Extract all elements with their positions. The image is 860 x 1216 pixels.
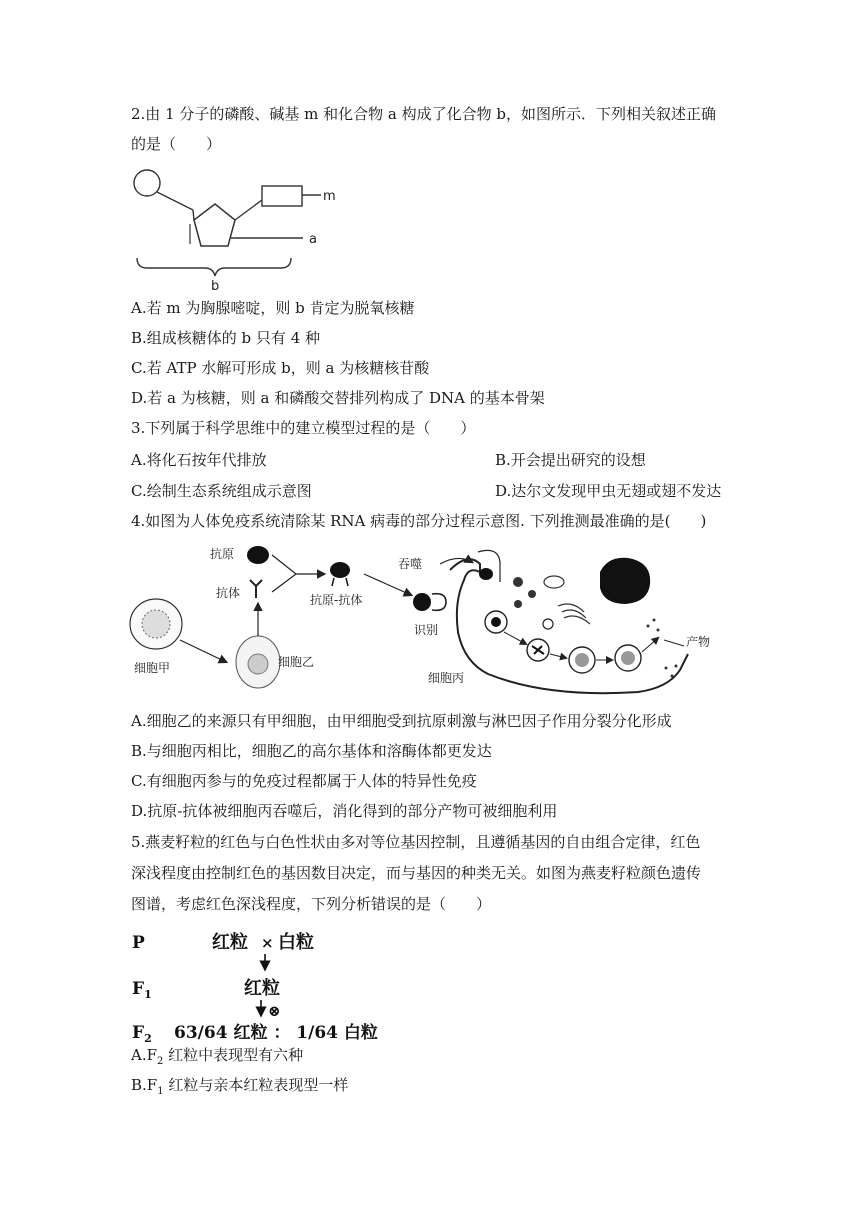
antibody-shape <box>250 580 262 598</box>
nucleus-c <box>600 558 650 604</box>
base-rect <box>262 186 302 206</box>
label-antibody: 抗体 <box>216 586 241 600</box>
q2-stem-line1: 2.由 1 分子的磷酸、碱基 m 和化合物 a 构成了化合物 b，如图所示．下列相关叙述正确 <box>131 105 717 123</box>
label-m: m <box>323 189 336 204</box>
label-p-red: 红粒 <box>212 932 248 953</box>
label-antigen: 抗原 <box>210 547 235 561</box>
q2-stem-line2: 的是（ ） <box>131 135 222 153</box>
pedigree-figure <box>128 924 408 1044</box>
label-f1: $F_1$ <box>132 979 152 1001</box>
complex-blob <box>330 562 350 578</box>
q3-option-a: A.将化石按年代排放 <box>131 451 267 469</box>
label-cell-a: 细胞甲 <box>134 661 171 675</box>
label-phagocytosis: 吞噬 <box>398 557 423 571</box>
q3-option-c: C.绘制生态系统组成示意图 <box>131 482 312 500</box>
label-recognition: 识别 <box>414 623 439 637</box>
immune-figure <box>128 542 728 702</box>
q4-stem: 4.如图为人体免疫系统清除某 RNA 病毒的部分过程示意图. 下列推测最准确的是( ) <box>131 512 707 530</box>
pentose-ring <box>194 204 235 246</box>
label-f2: $F_2$ <box>132 1023 152 1044</box>
q3-option-b: B.开会提出研究的设想 <box>495 451 646 469</box>
q4-option-d: D.抗原-抗体被细胞丙吞噬后，消化得到的部分产物可被细胞利用 <box>131 802 558 820</box>
q5-option-a: $A.F_2$ 红粒中表现型有六种 <box>131 1046 304 1067</box>
label-cell-b: 细胞乙 <box>278 655 315 669</box>
q4-option-c: C.有细胞丙参与的免疫过程都属于人体的特异性免疫 <box>131 772 477 790</box>
label-f2-ratio: 63/64 红粒 ： 1/64 白粒 <box>174 1023 378 1043</box>
label-p: P <box>132 933 145 953</box>
label-f1-red: 红粒 <box>244 978 280 999</box>
q4-option-b: B.与细胞丙相比，细胞乙的高尔基体和溶酶体都更发达 <box>131 742 492 760</box>
q5-stem-line1: 5.燕麦籽粒的红色与白色性状由多对等位基因控制，且遵循基因的自由组合定律，红色 <box>131 833 701 851</box>
nucleotide-figure <box>125 162 355 294</box>
q2-option-b: B.组成核糖体的 b 只有 4 种 <box>131 329 321 347</box>
q2-option-c: C.若 ATP 水解可形成 b，则 a 为核糖核苷酸 <box>131 359 430 377</box>
antigen-blob <box>247 546 269 564</box>
phosphate-circle <box>134 170 160 196</box>
bound-complex <box>413 593 431 611</box>
brace-b <box>137 258 291 276</box>
label-cell-c: 细胞丙 <box>428 671 465 685</box>
label-b: b <box>211 279 220 294</box>
label-a: a <box>309 232 317 247</box>
q5-option-b: $B.F_1$ 红粒与亲本红粒表现型一样 <box>131 1076 349 1097</box>
cross-symbol: × <box>261 934 274 952</box>
q2-option-d: D.若 a 为核糖，则 a 和磷酸交替排列构成了 DNA 的基本骨架 <box>131 389 545 407</box>
self-cross-symbol: ⊗ <box>268 1002 281 1020</box>
q3-option-d: D.达尔文发现甲虫无翅或翅不发达 <box>495 482 722 500</box>
label-complex: 抗原-抗体 <box>310 593 363 607</box>
label-p-white: 白粒 <box>278 932 314 953</box>
q2-option-a: A.若 m 为胸腺嘧啶，则 b 肯定为脱氧核糖 <box>131 299 415 317</box>
q5-stem-line3: 图谱，考虑红色深浅程度，下列分析错误的是（ ） <box>131 895 492 913</box>
label-product: 产物 <box>686 635 711 649</box>
q5-stem-line2: 深浅程度由控制红色的基因数目决定，而与基因的种类无关。如图为燕麦籽粒颜色遗传 <box>131 864 702 882</box>
q4-option-a: A.细胞乙的来源只有甲细胞，由甲细胞受到抗原刺激与淋巴因子作用分裂分化形成 <box>131 712 672 730</box>
q3-stem: 3.下列属于科学思维中的建立模型过程的是（ ） <box>131 419 476 437</box>
